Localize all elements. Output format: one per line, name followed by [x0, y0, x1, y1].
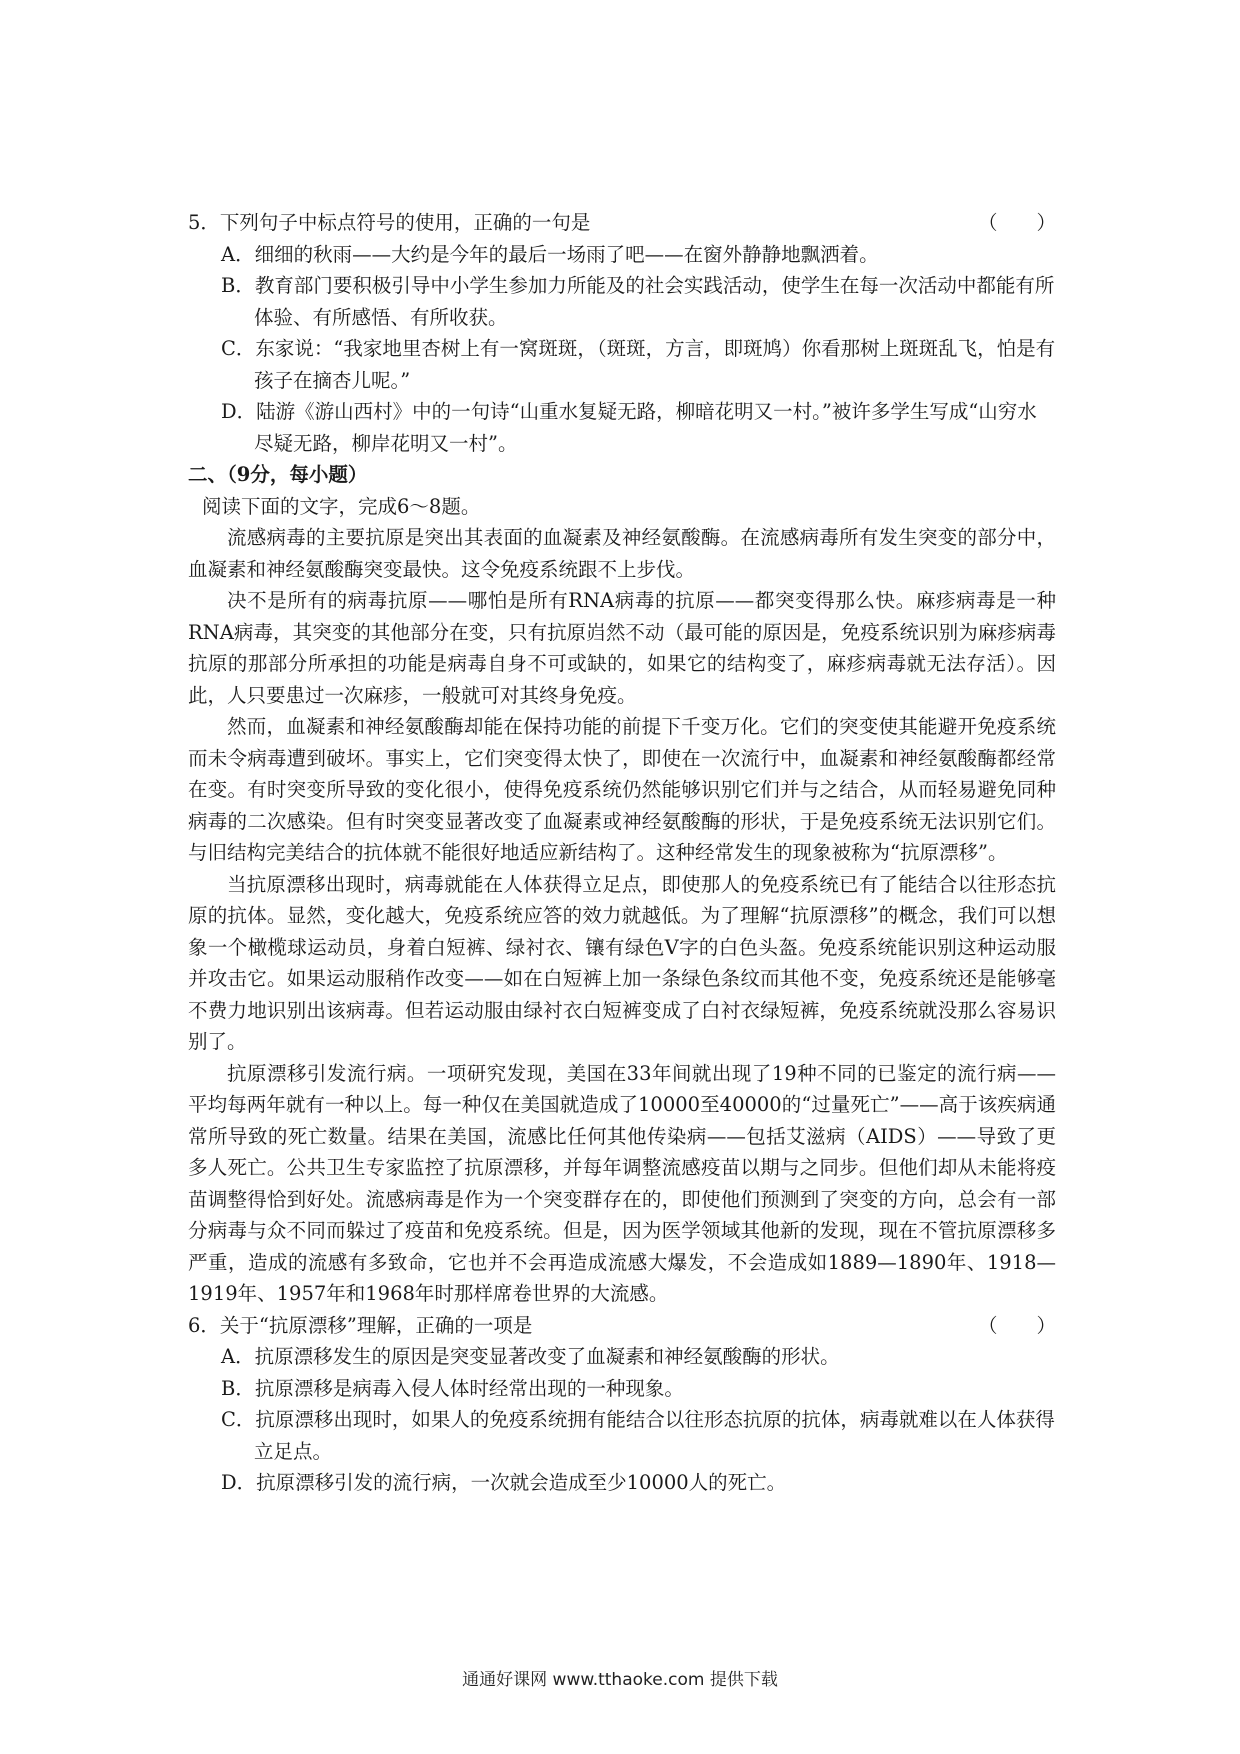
question-5-answer-blank: （ ）	[977, 211, 1056, 234]
question-6-stem	[188, 1310, 1056, 1342]
question-6-option-b: B．抗原漂移是病毒入侵人体时经常出现的一种现象。	[221, 1376, 684, 1400]
section-2-intro: 阅读下面的文字，完成6～8题。	[202, 494, 481, 518]
question-5-text: 5．下列句子中标点符号的使用，正确的一句是	[188, 211, 591, 234]
passage-paragraph-3: 然而，血凝素和神经氨酸酶却能在保持功能的前提下千变万化。它们的突变使其能避开免疫系统而未令病毒遭到破坏。事实上，它们突变得太快了，即使在一次流行中，血凝素和神经氨酸酶都经常在变。有时突变所导致的变化很小，使得免疫系统仍然能够识别它们并与之结合，从而轻易避免同种病毒的二次感染。但有时突变显著改变了血凝素或神经氨酸酶的形状，于是免疫系统无法识别它们。与旧结构完美结合的抗体就不能很好地适应新结构了。这种经常发生的现象被称为“抗原漂移”。	[188, 715, 1056, 864]
question-5-stem	[188, 207, 1056, 239]
question-6-answer-blank: （ ）	[977, 1313, 1056, 1337]
question-6-option-c: C．抗原漂移出现时，如果人的免疫系统拥有能结合以往形态抗原的抗体，病毒就难以在人体获得立足点。	[221, 1408, 1055, 1463]
question-6-option-d: D．抗原漂移引发的流行病，一次就会造成至少10000人的死亡。	[221, 1471, 787, 1494]
question-5-option-b: B．教育部门要积极引导中小学生参加力所能及的社会实践活动，使学生在每一次活动中都能有所体验、有所感悟、有所收获。	[221, 274, 1055, 329]
page-content	[188, 207, 1056, 1499]
question-6-option-a: A．抗原漂移发生的原因是突变显著改变了血凝素和神经氨酸酶的形状。	[221, 1345, 840, 1368]
question-5-option-d: D．陆游《游山西村》中的一句诗“山重水复疑无路，柳暗花明又一村。”被许多学生写成“山穷水尽疑无路，柳岸花明又一村”。	[221, 400, 1037, 455]
passage-paragraph-4: 当抗原漂移出现时，病毒就能在人体获得立足点，即使那人的免疫系统已有了能结合以往形态抗原的抗体。显然，变化越大，免疫系统应答的效力就越低。为了理解“抗原漂移”的概念，我们可以想象一个橄榄球运动员，身着白短裤、绿衬衣、镶有绿色V字的白色头盔。免疫系统能识别这种运动服并攻击它。如果运动服稍作改变——如在白短裤上加一条绿色条纹而其他不变，免疫系统还是能够毫不费力地识别出该病毒。但若运动服由绿衬衣白短裤变成了白衬衣绿短裤，免疫系统就没那么容易识别了。	[188, 872, 1056, 1053]
question-5-option-c: C．东家说：“我家地里杏树上有一窝斑斑，（斑斑，方言，即斑鸠）你看那树上斑斑乱飞，怕是有孩子在摘杏儿呢。”	[221, 337, 1056, 392]
question-5-option-a: A．细细的秋雨——大约是今年的最后一场雨了吧——在窗外静静地飘洒着。	[221, 242, 879, 266]
footer-watermark: 通通好课网 www.tthaoke.com 提供下载	[462, 1670, 778, 1690]
question-6-text: 6．关于“抗原漂移”理解，正确的一项是	[188, 1313, 533, 1337]
passage-paragraph-1: 流感病毒的主要抗原是突出其表面的血凝素及神经氨酸酶。在流感病毒所有发生突变的部分中，血凝素和神经氨酸酶突变最快。这令免疫系统跟不上步伐。	[188, 526, 1056, 581]
section-2-title: 二、（9分，每小题）	[188, 463, 368, 486]
passage-paragraph-2: 决不是所有的病毒抗原——哪怕是所有RNA病毒的抗原——都突变得那么快。麻疹病毒是一种RNA病毒，其突变的其他部分在变，只有抗原岿然不动（最可能的原因是，免疫系统识别为麻疹病毒抗原的那部分所承担的功能是病毒自身不可或缺的，如果它的结构变了，麻疹病毒就无法存活）。因此，人只要患过一次麻疹，一般就可对其终身免疫。	[188, 589, 1056, 707]
passage-paragraph-5: 抗原漂移引发流行病。一项研究发现，美国在33年间就出现了19种不同的已鉴定的流行病——平均每两年就有一种以上。每一种仅在美国就造成了10000至40000的“过量死亡”——高于该疾病通常所导致的死亡数量。结果在美国，流感比任何其他传染病——包括艾滋病（AIDS）——导致了更多人死亡。公共卫生专家监控了抗原漂移，并每年调整流感疫苗以期与之同步。但他们却从未能将疫苗调整得恰到好处。流感病毒是作为一个突变群存在的，即使他们预测到了突变的方向，总会有一部分病毒与众不同而躲过了疫苗和免疫系统。但是，因为医学领域其他新的发现，现在不管抗原漂移多严重，造成的流感有多致命，它也并不会再造成流感大爆发，不会造成如1889—1890年、1918—1919年、1957年和1968年时那样席卷世界的大流感。	[188, 1061, 1056, 1305]
